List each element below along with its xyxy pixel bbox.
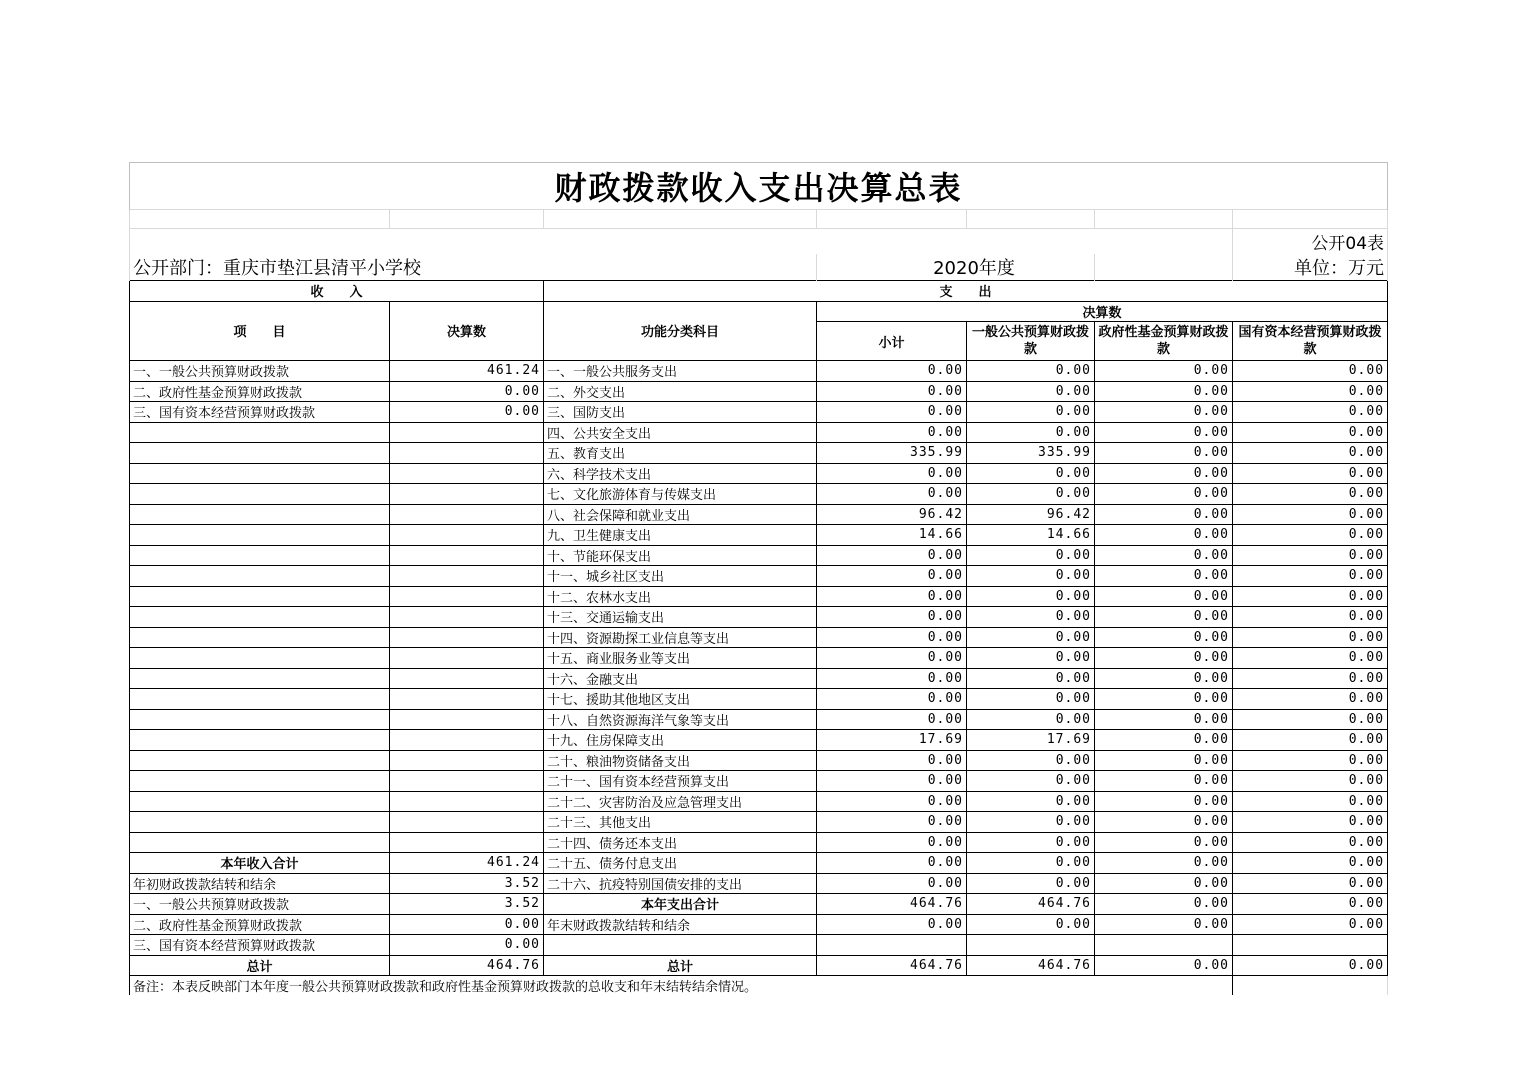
table-cell-v1: 0.00 xyxy=(817,566,967,587)
table-cell-v4: 0.00 xyxy=(1233,545,1388,566)
table-cell-v2: 0.00 xyxy=(967,545,1095,566)
table-cell-v2: 464.76 xyxy=(967,955,1095,976)
table-cell-v2: 0.00 xyxy=(967,381,1095,402)
table-cell-v1: 0.00 xyxy=(817,668,967,689)
table-cell-exp-item: 六、科学技术支出 xyxy=(544,463,817,484)
table-row xyxy=(130,709,1388,730)
table-cell-v3: 0.00 xyxy=(1095,750,1233,771)
table-cell-inc-item xyxy=(130,566,390,587)
table-cell-v2: 0.00 xyxy=(967,812,1095,833)
table-row xyxy=(130,832,1388,853)
table-cell-v1: 0.00 xyxy=(817,812,967,833)
table-cell-v3 xyxy=(1095,935,1233,956)
table-cell-v4: 0.00 xyxy=(1233,648,1388,669)
table-cell-inc-item xyxy=(130,771,390,792)
table-cell-v4: 0.00 xyxy=(1233,812,1388,833)
table-row xyxy=(130,771,1388,792)
table-cell-inc-val xyxy=(390,709,544,730)
table-cell-v3: 0.00 xyxy=(1095,443,1233,464)
table-cell-v4: 0.00 xyxy=(1233,422,1388,443)
table-cell-v4: 0.00 xyxy=(1233,914,1388,935)
table-cell-v2: 0.00 xyxy=(967,709,1095,730)
table-cell-inc-item xyxy=(130,504,390,525)
table-cell-inc-item: 三、国有资本经营预算财政拨款 xyxy=(130,935,390,956)
state-capital-header: 国有资本经营预算财政拨款 xyxy=(1233,322,1388,361)
table-row xyxy=(130,422,1388,443)
table-cell-inc-val xyxy=(390,484,544,505)
table-cell-inc-item xyxy=(130,730,390,751)
table-cell-inc-val xyxy=(390,771,544,792)
table-cell-v2: 335.99 xyxy=(967,443,1095,464)
table-cell-v2: 0.00 xyxy=(967,750,1095,771)
table-cell-exp-item: 八、社会保障和就业支出 xyxy=(544,504,817,525)
table-cell-inc-item xyxy=(130,545,390,566)
page-title: 财政拨款收入支出决算总表 xyxy=(130,163,1388,210)
table-cell-inc-val xyxy=(390,627,544,648)
table-cell-exp-item: 三、国防支出 xyxy=(544,402,817,423)
table-cell-v2: 0.00 xyxy=(967,627,1095,648)
table-cell-v1: 0.00 xyxy=(817,689,967,710)
table-cell-v2: 0.00 xyxy=(967,648,1095,669)
table-cell-v1: 17.69 xyxy=(817,730,967,751)
table-cell-v4: 0.00 xyxy=(1233,873,1388,894)
table-cell-exp-item: 二十三、其他支出 xyxy=(544,812,817,833)
table-cell-v3: 0.00 xyxy=(1095,627,1233,648)
table-cell-v1: 0.00 xyxy=(817,484,967,505)
table-cell-v1: 0.00 xyxy=(817,914,967,935)
table-cell-inc-item: 一、一般公共预算财政拨款 xyxy=(130,361,390,382)
table-cell-v2: 0.00 xyxy=(967,422,1095,443)
table-cell-v4: 0.00 xyxy=(1233,853,1388,874)
table-cell-exp-item: 二十、粮油物资储备支出 xyxy=(544,750,817,771)
table-row xyxy=(130,504,1388,525)
table-cell-v2: 0.00 xyxy=(967,771,1095,792)
table-cell-v2: 96.42 xyxy=(967,504,1095,525)
table-cell-v1: 0.00 xyxy=(817,791,967,812)
table-cell-v1: 464.76 xyxy=(817,894,967,915)
table-cell-v1: 0.00 xyxy=(817,607,967,628)
table-cell-v3: 0.00 xyxy=(1095,832,1233,853)
table-cell-inc-val xyxy=(390,422,544,443)
table-cell-inc-val xyxy=(390,832,544,853)
table-cell-v2: 0.00 xyxy=(967,914,1095,935)
table-cell-v1: 0.00 xyxy=(817,832,967,853)
table-cell-inc-val: 0.00 xyxy=(390,402,544,423)
general-budget-header: 一般公共预算财政拨款 xyxy=(967,322,1095,361)
table-cell-v3: 0.00 xyxy=(1095,853,1233,874)
table-cell-v1: 0.00 xyxy=(817,422,967,443)
table-cell-v2: 0.00 xyxy=(967,791,1095,812)
subtotal-header: 小计 xyxy=(817,322,967,361)
report-sheet xyxy=(129,162,1387,995)
table-cell-v3: 0.00 xyxy=(1095,402,1233,423)
table-row xyxy=(130,914,1388,935)
table-cell-v4: 0.00 xyxy=(1233,381,1388,402)
table-cell-inc-item xyxy=(130,422,390,443)
table-cell-v3: 0.00 xyxy=(1095,525,1233,546)
table-cell-inc-item: 三、国有资本经营预算财政拨款 xyxy=(130,402,390,423)
table-row xyxy=(130,566,1388,587)
table-cell-v2: 464.76 xyxy=(967,894,1095,915)
table-row xyxy=(130,381,1388,402)
table-cell-v3: 0.00 xyxy=(1095,566,1233,587)
table-cell-inc-val: 0.00 xyxy=(390,914,544,935)
table-cell-inc-item xyxy=(130,648,390,669)
table-row xyxy=(130,668,1388,689)
form-number: 公开04表 xyxy=(1233,229,1388,255)
table-cell-exp-item: 十七、援助其他地区支出 xyxy=(544,689,817,710)
table-row xyxy=(130,627,1388,648)
table-row xyxy=(130,484,1388,505)
table-cell-v1 xyxy=(817,935,967,956)
table-cell-v1: 0.00 xyxy=(817,545,967,566)
table-cell-inc-item xyxy=(130,525,390,546)
department-label: 公开部门：重庆市垫江县清平小学校 xyxy=(130,254,817,281)
table-cell-inc-item xyxy=(130,832,390,853)
table-cell-exp-item: 十一、城乡社区支出 xyxy=(544,566,817,587)
table-cell-exp-item: 十四、资源勘探工业信息等支出 xyxy=(544,627,817,648)
table-cell-inc-val xyxy=(390,668,544,689)
table-cell-v4: 0.00 xyxy=(1233,484,1388,505)
table-row xyxy=(130,402,1388,423)
table-cell-inc-val xyxy=(390,443,544,464)
table-cell-v4: 0.00 xyxy=(1233,791,1388,812)
table-cell-inc-item xyxy=(130,791,390,812)
table-cell-v4: 0.00 xyxy=(1233,730,1388,751)
table-cell-inc-item: 本年收入合计 xyxy=(130,853,390,874)
table-cell-v1: 0.00 xyxy=(817,853,967,874)
table-cell-inc-val: 3.52 xyxy=(390,873,544,894)
table-cell-v4: 0.00 xyxy=(1233,566,1388,587)
table-cell-v1: 464.76 xyxy=(817,955,967,976)
table-cell-v1: 0.00 xyxy=(817,627,967,648)
table-cell-v1: 0.00 xyxy=(817,586,967,607)
table-cell-v3: 0.00 xyxy=(1095,689,1233,710)
table-cell-inc-val xyxy=(390,525,544,546)
table-cell-inc-val: 461.24 xyxy=(390,853,544,874)
table-cell-inc-item xyxy=(130,586,390,607)
footnote: 备注：本表反映部门本年度一般公共预算财政拨款和政府性基金预算财政拨款的总收支和年末结转结余情况。 xyxy=(130,976,1233,996)
table-cell-v3: 0.00 xyxy=(1095,361,1233,382)
table-cell-v1: 0.00 xyxy=(817,402,967,423)
table-cell-exp-item: 二十六、抗疫特别国债安排的支出 xyxy=(544,873,817,894)
table-cell-inc-val xyxy=(390,689,544,710)
table-cell-v3: 0.00 xyxy=(1095,771,1233,792)
table-cell-inc-item xyxy=(130,607,390,628)
table-cell-v1: 0.00 xyxy=(817,361,967,382)
table-cell-v4: 0.00 xyxy=(1233,504,1388,525)
table-cell-exp-item: 二十五、债务付息支出 xyxy=(544,853,817,874)
gov-fund-header: 政府性基金预算财政拨款 xyxy=(1095,322,1233,361)
table-row xyxy=(130,586,1388,607)
table-cell-exp-item: 总计 xyxy=(544,955,817,976)
income-header: 收 入 xyxy=(130,281,544,302)
table-cell-inc-item xyxy=(130,689,390,710)
table-cell-v1: 0.00 xyxy=(817,648,967,669)
table-cell-v1: 96.42 xyxy=(817,504,967,525)
table-cell-inc-item xyxy=(130,443,390,464)
table-cell-v4: 0.00 xyxy=(1233,627,1388,648)
table-row xyxy=(130,935,1388,956)
table-row xyxy=(130,689,1388,710)
table-cell-inc-val xyxy=(390,463,544,484)
table-cell-inc-item: 总计 xyxy=(130,955,390,976)
item-header: 项 目 xyxy=(130,301,390,361)
table-cell-v2: 0.00 xyxy=(967,853,1095,874)
table-cell-v3: 0.00 xyxy=(1095,648,1233,669)
table-cell-exp-item: 二、外交支出 xyxy=(544,381,817,402)
table-cell-v2: 0.00 xyxy=(967,832,1095,853)
table-row xyxy=(130,607,1388,628)
settlement-header: 决算数 xyxy=(390,301,544,361)
table-cell-v2: 0.00 xyxy=(967,668,1095,689)
table-cell-inc-item xyxy=(130,484,390,505)
table-cell-inc-item xyxy=(130,750,390,771)
table-cell-v2: 0.00 xyxy=(967,873,1095,894)
table-cell-exp-item: 十六、金融支出 xyxy=(544,668,817,689)
table-cell-exp-item: 四、公共安全支出 xyxy=(544,422,817,443)
table-cell-inc-item xyxy=(130,709,390,730)
table-cell-v4: 0.00 xyxy=(1233,709,1388,730)
table-cell-v2: 0.00 xyxy=(967,402,1095,423)
table-cell-exp-item: 十二、农林水支出 xyxy=(544,586,817,607)
table-row xyxy=(130,463,1388,484)
table-cell-inc-val xyxy=(390,730,544,751)
table-cell-inc-item xyxy=(130,812,390,833)
table-cell-v2: 17.69 xyxy=(967,730,1095,751)
table-row xyxy=(130,361,1388,382)
table-cell-v4: 0.00 xyxy=(1233,955,1388,976)
expenditure-header: 支 出 xyxy=(544,281,1388,302)
table-cell-v3: 0.00 xyxy=(1095,914,1233,935)
table-cell-v3: 0.00 xyxy=(1095,381,1233,402)
fiscal-year: 2020年度 xyxy=(817,254,1095,281)
table-cell-v2: 0.00 xyxy=(967,689,1095,710)
table-row xyxy=(130,791,1388,812)
settlement-group-header: 决算数 xyxy=(817,301,1388,322)
table-cell-v3: 0.00 xyxy=(1095,504,1233,525)
table-cell-exp-item: 二十一、国有资本经营预算支出 xyxy=(544,771,817,792)
table-cell-v3: 0.00 xyxy=(1095,586,1233,607)
table-cell-inc-val xyxy=(390,607,544,628)
table-row xyxy=(130,894,1388,915)
table-cell-v1: 0.00 xyxy=(817,381,967,402)
table-cell-v4: 0.00 xyxy=(1233,750,1388,771)
unit-label: 单位：万元 xyxy=(1233,254,1388,281)
table-cell-v1: 0.00 xyxy=(817,709,967,730)
table-cell-exp-item: 七、文化旅游体育与传媒支出 xyxy=(544,484,817,505)
table-cell-exp-item: 本年支出合计 xyxy=(544,894,817,915)
table-row xyxy=(130,648,1388,669)
table-cell-v4: 0.00 xyxy=(1233,771,1388,792)
table-cell-v3: 0.00 xyxy=(1095,955,1233,976)
table-cell-v3: 0.00 xyxy=(1095,894,1233,915)
table-cell-v1: 0.00 xyxy=(817,750,967,771)
table-cell-inc-val xyxy=(390,566,544,587)
table-cell-v4: 0.00 xyxy=(1233,525,1388,546)
table-cell-v4: 0.00 xyxy=(1233,463,1388,484)
table-cell-inc-item xyxy=(130,627,390,648)
table-cell-v4: 0.00 xyxy=(1233,586,1388,607)
table-row xyxy=(130,730,1388,751)
table-cell-inc-val: 461.24 xyxy=(390,361,544,382)
table-cell-v3: 0.00 xyxy=(1095,812,1233,833)
table-cell-v3: 0.00 xyxy=(1095,463,1233,484)
table-cell-inc-val xyxy=(390,812,544,833)
table-cell-exp-item: 十九、住房保障支出 xyxy=(544,730,817,751)
table-cell-v3: 0.00 xyxy=(1095,668,1233,689)
table-cell-exp-item: 五、教育支出 xyxy=(544,443,817,464)
table-cell-inc-val xyxy=(390,648,544,669)
table-cell-exp-item: 九、卫生健康支出 xyxy=(544,525,817,546)
table-cell-v3: 0.00 xyxy=(1095,709,1233,730)
table-cell-inc-val xyxy=(390,791,544,812)
table-cell-v2: 0.00 xyxy=(967,607,1095,628)
table-cell-v2: 0.00 xyxy=(967,586,1095,607)
table-cell-exp-item: 十、节能环保支出 xyxy=(544,545,817,566)
table-cell-inc-val: 0.00 xyxy=(390,381,544,402)
report-table xyxy=(129,162,1388,995)
table-cell-inc-item: 二、政府性基金预算财政拨款 xyxy=(130,914,390,935)
table-cell-exp-item: 二十四、债务还本支出 xyxy=(544,832,817,853)
table-cell-v3: 0.00 xyxy=(1095,730,1233,751)
table-cell-v2: 0.00 xyxy=(967,566,1095,587)
table-cell-v2: 14.66 xyxy=(967,525,1095,546)
table-cell-inc-val: 0.00 xyxy=(390,935,544,956)
table-cell-exp-item xyxy=(544,935,817,956)
table-cell-v1: 335.99 xyxy=(817,443,967,464)
table-cell-v4: 0.00 xyxy=(1233,894,1388,915)
table-row xyxy=(130,443,1388,464)
table-cell-v2: 0.00 xyxy=(967,361,1095,382)
table-cell-v3: 0.00 xyxy=(1095,422,1233,443)
table-row xyxy=(130,750,1388,771)
table-row xyxy=(130,873,1388,894)
table-cell-inc-item xyxy=(130,668,390,689)
table-cell-inc-val xyxy=(390,750,544,771)
table-cell-exp-item: 一、一般公共服务支出 xyxy=(544,361,817,382)
table-cell-v1: 0.00 xyxy=(817,463,967,484)
table-cell-exp-item: 二十二、灾害防治及应急管理支出 xyxy=(544,791,817,812)
table-cell-v1: 0.00 xyxy=(817,771,967,792)
table-cell-v2 xyxy=(967,935,1095,956)
table-cell-inc-item: 年初财政拨款结转和结余 xyxy=(130,873,390,894)
table-cell-exp-item: 十五、商业服务业等支出 xyxy=(544,648,817,669)
table-cell-v3: 0.00 xyxy=(1095,607,1233,628)
table-cell-inc-item xyxy=(130,463,390,484)
table-cell-v1: 14.66 xyxy=(817,525,967,546)
table-cell-v4 xyxy=(1233,935,1388,956)
table-cell-inc-val: 464.76 xyxy=(390,955,544,976)
table-cell-v2: 0.00 xyxy=(967,484,1095,505)
table-cell-inc-item: 一、一般公共预算财政拨款 xyxy=(130,894,390,915)
table-cell-v4: 0.00 xyxy=(1233,402,1388,423)
table-row xyxy=(130,545,1388,566)
table-cell-inc-val xyxy=(390,504,544,525)
func-class-header: 功能分类科目 xyxy=(544,301,817,361)
table-cell-exp-item: 十三、交通运输支出 xyxy=(544,607,817,628)
table-cell-v3: 0.00 xyxy=(1095,873,1233,894)
table-cell-v1: 0.00 xyxy=(817,873,967,894)
table-cell-v4: 0.00 xyxy=(1233,607,1388,628)
table-cell-v2: 0.00 xyxy=(967,463,1095,484)
table-cell-v4: 0.00 xyxy=(1233,689,1388,710)
table-cell-v3: 0.00 xyxy=(1095,791,1233,812)
table-cell-v3: 0.00 xyxy=(1095,545,1233,566)
table-row xyxy=(130,812,1388,833)
table-cell-v4: 0.00 xyxy=(1233,832,1388,853)
table-cell-inc-item: 二、政府性基金预算财政拨款 xyxy=(130,381,390,402)
table-row xyxy=(130,525,1388,546)
table-row xyxy=(130,853,1388,874)
table-cell-inc-val: 3.52 xyxy=(390,894,544,915)
table-cell-inc-val xyxy=(390,545,544,566)
table-cell-v3: 0.00 xyxy=(1095,484,1233,505)
table-cell-v4: 0.00 xyxy=(1233,443,1388,464)
table-cell-v4: 0.00 xyxy=(1233,361,1388,382)
table-cell-exp-item: 年末财政拨款结转和结余 xyxy=(544,914,817,935)
table-row xyxy=(130,955,1388,976)
table-cell-v4: 0.00 xyxy=(1233,668,1388,689)
table-cell-exp-item: 十八、自然资源海洋气象等支出 xyxy=(544,709,817,730)
table-cell-inc-val xyxy=(390,586,544,607)
